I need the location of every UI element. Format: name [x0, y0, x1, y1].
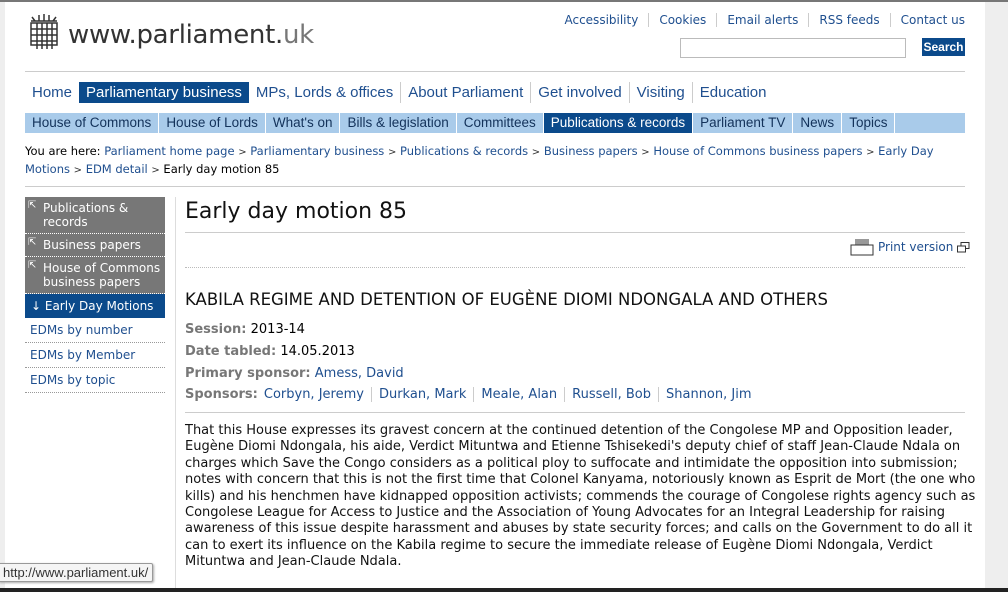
sidebar-edms-by-topic[interactable]: EDMs by topic [25, 368, 165, 393]
window-top-border [0, 0, 1008, 2]
breadcrumb-link[interactable]: EDM detail [85, 162, 148, 176]
breadcrumb-link[interactable]: Parliamentary business [250, 144, 385, 158]
print-version-link[interactable] [850, 238, 970, 256]
divider [185, 267, 965, 268]
divider [25, 186, 965, 187]
breadcrumb-link[interactable]: Publications & records [400, 144, 529, 158]
sponsor-link[interactable]: Corbyn, Jeremy [263, 387, 364, 402]
breadcrumb-current: Early day motion 85 [163, 162, 280, 176]
sidebar-active-early-day-motions[interactable] [25, 294, 165, 318]
link-cookies[interactable]: Cookies [648, 13, 716, 27]
scrollbar[interactable] [985, 2, 1008, 588]
arrow-up-left-icon: ⇱ [28, 237, 37, 248]
subnav-bills-legislation[interactable]: Bills & legislation [340, 113, 456, 133]
subnav-committees[interactable]: Committees [457, 113, 544, 133]
sidebar-label: Publications & records [43, 201, 129, 229]
primary-sponsor-link[interactable]: Amess, David [314, 366, 404, 381]
sidebar-nav [25, 197, 165, 393]
sidebar-parent-commons-business-papers[interactable] [25, 257, 165, 294]
divider [185, 412, 965, 413]
subnav-house-of-lords[interactable]: House of Lords [159, 113, 266, 133]
sidebar-edms-by-number[interactable]: EDMs by number [25, 318, 165, 343]
link-contact-us[interactable]: Contact us [890, 13, 965, 27]
subnav-topics[interactable]: Topics [842, 113, 895, 133]
primary-sponsor-label: Primary sponsor: [185, 366, 311, 381]
taskbar [0, 588, 1008, 592]
link-accessibility[interactable]: Accessibility [564, 13, 639, 27]
sponsor-link[interactable]: Durkan, Mark [371, 387, 473, 402]
sidebar-parent-publications[interactable] [25, 197, 165, 234]
sponsor-link[interactable]: Russell, Bob [564, 387, 658, 402]
breadcrumb-link[interactable]: Business papers [543, 144, 638, 158]
subnav-news[interactable]: News [793, 113, 842, 133]
sidebar-label: House of Commons business papers [43, 261, 161, 289]
nav-visiting[interactable]: Visiting [629, 82, 692, 103]
search-button[interactable]: Search [923, 40, 964, 54]
divider [25, 71, 965, 72]
nav-parliamentary-business[interactable]: Parliamentary business [79, 82, 249, 103]
primary-sponsor-row [185, 366, 404, 381]
print-version-label: Print version [878, 240, 954, 254]
sidebar-label: Business papers [43, 238, 141, 252]
site-brand[interactable] [68, 20, 314, 50]
session-row [185, 322, 305, 337]
sponsor-link[interactable]: Shannon, Jim [658, 387, 759, 402]
breadcrumb-link[interactable]: House of Commons business papers [653, 144, 863, 158]
nav-education[interactable]: Education [692, 82, 774, 103]
breadcrumb-link[interactable]: Parliament home page [104, 144, 235, 158]
nav-about-parliament[interactable]: About Parliament [400, 82, 530, 103]
link-rss-feeds[interactable]: RSS feeds [808, 13, 889, 27]
brand-text: www.parliament. [68, 20, 283, 50]
link-email-alerts[interactable]: Email alerts [716, 13, 808, 27]
divider [185, 232, 965, 233]
nav-mps-lords-offices[interactable]: MPs, Lords & offices [255, 84, 394, 101]
column-divider [175, 197, 176, 588]
subnav-publications-records[interactable]: Publications & records [544, 113, 693, 133]
subnav-parliament-tv[interactable]: Parliament TV [693, 113, 793, 133]
left-gutter [0, 2, 5, 588]
utility-links [554, 13, 965, 27]
date-label: Date tabled: [185, 344, 277, 359]
sidebar-parent-business-papers[interactable] [25, 234, 165, 257]
motion-heading: KABILA REGIME AND DETENTION OF EUGÈNE DIOMI NDONGALA AND OTHERS [185, 290, 828, 309]
portcullis-logo-icon[interactable] [27, 13, 61, 51]
sponsor-link[interactable]: Meale, Alan [473, 387, 564, 402]
search-input[interactable] [680, 38, 906, 58]
breadcrumb-prefix: You are here: [25, 144, 101, 158]
nav-home[interactable]: Home [32, 84, 73, 101]
status-url-tooltip: http://www.parliament.uk/ [0, 563, 153, 582]
sidebar-edms-by-member[interactable]: EDMs by Member [25, 343, 165, 368]
sub-nav [25, 113, 965, 133]
main-nav [25, 82, 773, 103]
motion-text: That this House expresses its gravest concern at the continued detention of the Congolese MP and Opposition leader, Eugène Diomi Ndongala, his aide, Verdict Mituntwa and Etienne Tshisekedi's deputy chief of staff Jean-Claude Ndala on charges which Save the Congo considers as a political ploy to suffocate and intimidate the opposition into submission; notes with concern that this is not the first time that Colonel Kanyama, notoriously known as Esprit de Mort (the one who kills) and his henchmen have kidnapped opposition activists; commends the courage of Congolese rights agency such as Congolese League for Access to Justice and the Association of Young Advocates for an Integral Leadership for raising awareness of this issue despite harassment and abuses by state security forces; and calls on the Government to do all it can to exert its influence on the Kabila regime to secure the immediate release of Eugène Diomi Ndongala, Verdict Mituntwa and Jean-Claude Ndala. [185, 423, 976, 570]
subnav-whats-on[interactable]: What's on [266, 113, 341, 133]
brand-tld: uk [282, 20, 314, 50]
page-title: Early day motion 85 [185, 199, 408, 224]
session-value: 2013-14 [250, 322, 305, 337]
sponsors-row [185, 387, 759, 402]
sponsors-label: Sponsors: [185, 387, 258, 402]
subnav-house-of-commons[interactable]: House of Commons [25, 113, 159, 133]
session-label: Session: [185, 322, 247, 337]
breadcrumb-link[interactable]: Early Day Motions [25, 144, 934, 176]
sidebar-label: Early Day Motions [44, 299, 154, 313]
date-row [185, 344, 355, 359]
nav-get-involved[interactable]: Get involved [530, 82, 628, 103]
new-window-icon [957, 242, 970, 253]
breadcrumb: You are here: Parliament home page > Parliamentary business > Publications & records > Business papers > House of Commons business papers > Early Day Motions > EDM detail > Early day motion 85 [25, 144, 934, 176]
arrow-up-left-icon: ⇱ [28, 200, 37, 211]
date-value: 14.05.2013 [280, 344, 355, 359]
arrow-down-icon: ↓ [31, 299, 45, 313]
arrow-up-left-icon: ⇱ [28, 260, 37, 271]
printer-icon [850, 238, 874, 256]
